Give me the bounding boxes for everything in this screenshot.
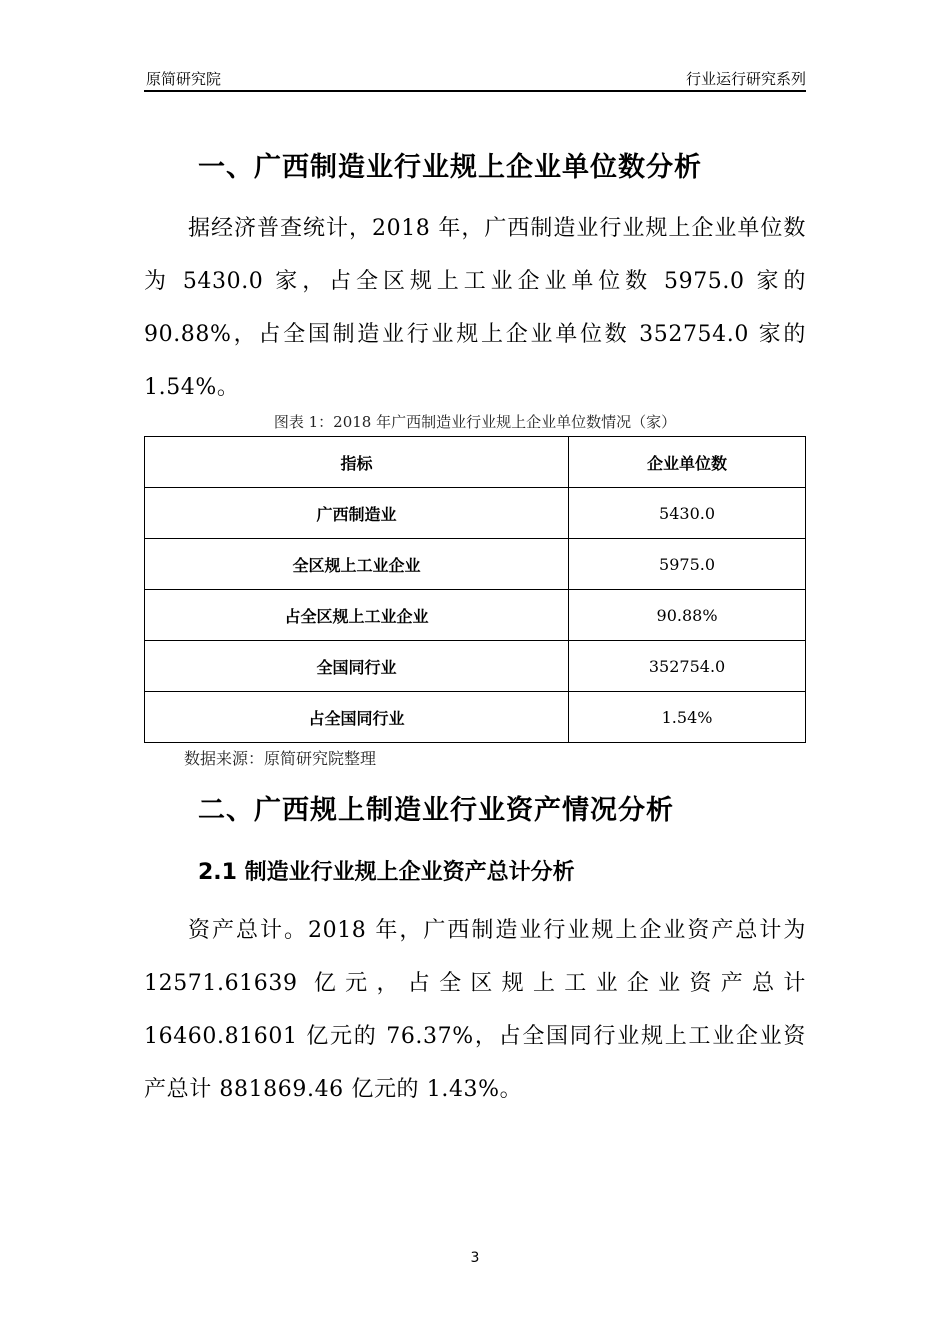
table-source-note: 数据来源：原简研究院整理 [184,749,377,768]
table-cell-label: 占全国同行业 [145,692,569,743]
table-cell-value: 5430.0 [569,488,806,539]
table-row [145,539,806,590]
table-cell-value: 352754.0 [569,641,806,692]
table-row [145,641,806,692]
data-table [144,436,806,743]
table-cell-label: 全国同行业 [145,641,569,692]
table-row [145,692,806,743]
section-2-heading: 二、广西规上制造业行业资产情况分析 [198,795,674,826]
section-2-paragraph: 资产总计。2018 年，广西制造业行业规上企业资产总计为 12571.61639 亿元，占全区规上工业企业资产总计 16460.81601 亿元的 76.37%，占全国同行业规上工业企业资产总计 881869.46 亿元的 1.43%。 [144,918,806,1102]
table-header-row [145,437,806,488]
table-cell-value: 1.54% [569,692,806,743]
table-cell-label: 广西制造业 [145,488,569,539]
header-divider [144,90,806,92]
page-number: 3 [470,1250,480,1266]
table-cell-label: 全区规上工业企业 [145,539,569,590]
table-cell-value: 90.88% [569,590,806,641]
table-header-count: 企业单位数 [569,437,806,488]
table-cell-value: 5975.0 [569,539,806,590]
table-caption: 图表 1：2018 年广西制造业行业规上企业单位数情况（家） [273,413,677,431]
table-header-indicator: 指标 [145,437,569,488]
table-row [145,488,806,539]
section-1-paragraph: 据经济普查统计，2018 年，广西制造业行业规上企业单位数为 5430.0 家，占全区规上工业企业单位数 5975.0 家的 90.88%，占全国制造业行业规上企业单位数 352754.0 家的 1.54%。 [144,216,806,400]
table-row [145,590,806,641]
section-2-1-subheading: 2.1 制造业行业规上企业资产总计分析 [198,860,575,885]
header-right-title: 行业运行研究系列 [685,70,806,88]
table-cell-label: 占全区规上工业企业 [145,590,569,641]
header-left-title: 原简研究院 [146,70,222,88]
section-1-heading: 一、广西制造业行业规上企业单位数分析 [198,152,702,183]
